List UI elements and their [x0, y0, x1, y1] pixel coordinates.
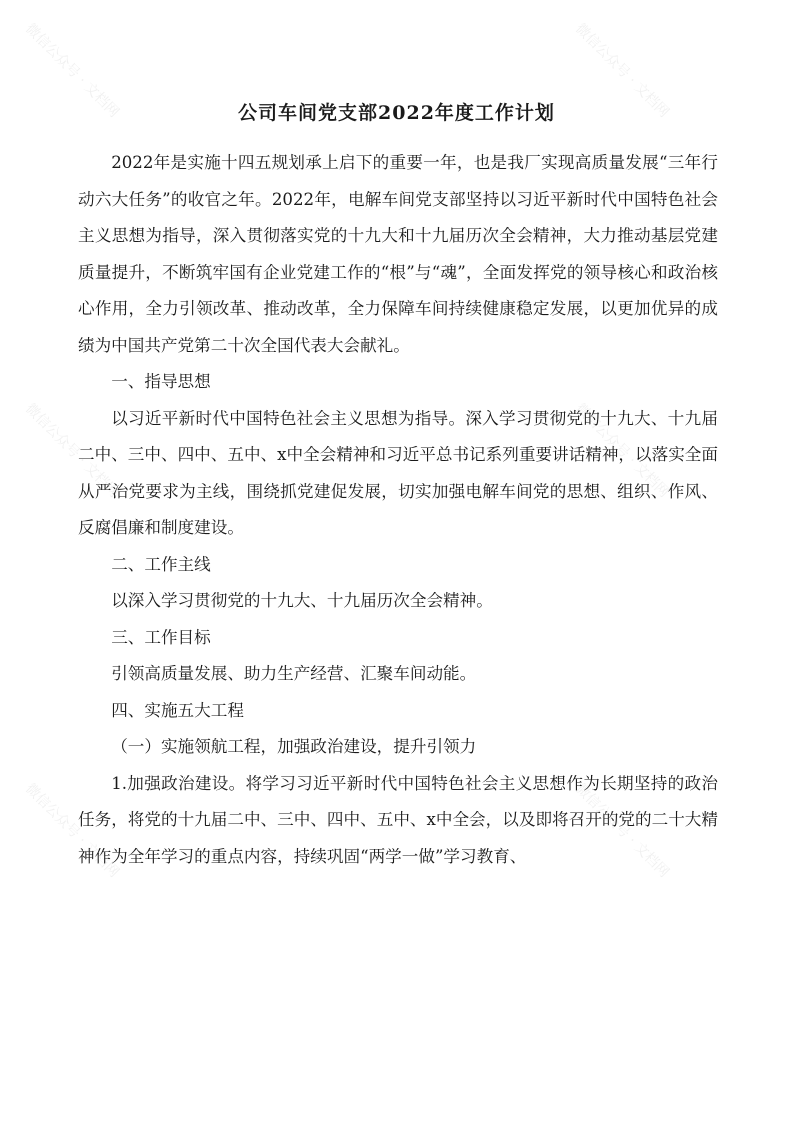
paragraph-work-mainline: 以深入学习贯彻党的十九大、十九届历次全会精神。	[111, 591, 493, 610]
subheading-pilot-project: （一）实施领航工程，加强政治建设，提升引领力	[111, 737, 477, 756]
document-body	[78, 145, 718, 875]
paragraph-political-building: 1.加强政治建设。将学习习近平新时代中国特色社会主义思想作为长期坚持的政治任务，将党的十九届二中、三中、四中、五中、x中全会，以及即将召开的党的二十大精神作为全年学习的重点内容，持续巩固“两学一做”学习教育、	[78, 773, 718, 866]
paragraph-intro: 2022年是实施十四五规划承上启下的重要一年，也是我厂实现高质量发展“三年行动六大任务”的收官之年。2022年，电解车间党支部坚持以习近平新时代中国特色社会主义思想为指导，深入贯彻落实党的十九大和十九届历次全会精神，大力推动基层党建质量提升，不断筑牢国有企业党建工作的“根”与“魂”，全面发挥党的领导核心和政治核心作用，全力引领改革、推动改革，全力保障车间持续健康稳定发展，以更加优异的成绩为中国共产党第二十次全国代表大会献礼。	[78, 153, 718, 355]
paragraph-guiding-thought: 以习近平新时代中国特色社会主义思想为指导。深入学习贯彻党的十九大、十九届二中、三中、四中、五中、x中全会精神和习近平总书记系列重要讲话精神，以落实全面从严治党要求为主线，围绕抓党建促发展，切实加强电解车间党的思想、组织、作风、反腐倡廉和制度建设。	[78, 408, 718, 537]
watermark-text: 微信公众号 · 文档网	[571, 20, 672, 121]
watermark-text: 微信公众号 · 文档网	[21, 400, 122, 501]
heading-work-mainline: 二、工作主线	[111, 554, 211, 574]
watermark-text: 微信公众号 · 文档网	[21, 780, 122, 881]
heading-work-goals: 三、工作目标	[111, 627, 211, 647]
watermark-text: 微信公众号 · 文档网	[21, 20, 122, 121]
watermark-text: 微信公众号 · 文档网	[571, 400, 672, 501]
heading-five-projects: 四、实施五大工程	[111, 700, 244, 720]
paragraph-work-goals: 引领高质量发展、助力生产经营、汇聚车间动能。	[111, 664, 477, 683]
watermark-text: 微信公众号 · 文档网	[571, 780, 672, 881]
heading-guiding-thought: 一、指导思想	[111, 372, 211, 391]
document-title: 公司车间党支部2022年度工作计划	[238, 102, 555, 124]
